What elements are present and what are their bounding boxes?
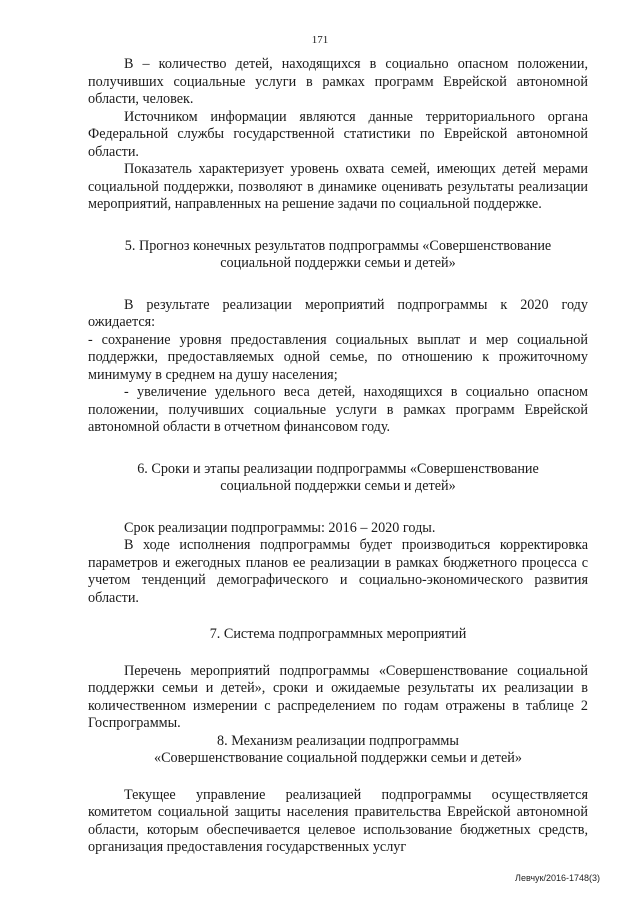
section-7-heading: 7. Система подпрограммных мероприятий [209, 626, 467, 642]
section-5-intro: В результате реализации мероприятий подпрограммы к 2020 году ожидается: [88, 296, 588, 330]
section-7-body: Перечень мероприятий подпрограммы «Совершенствование социальной поддержки семьи и детей», сроки и ожидаемые результаты их реализации в количественном измерении с распределением по годам отражены в таблице 2 Госпрограммы. [88, 662, 588, 731]
section-5-item-2: - увеличение удельного веса детей, находящихся в социально опасном положении, получивших социальные услуги в рамках программ Еврейской автономной области в отчетном финансовом году. [88, 384, 588, 435]
paragraph-information-source: Источником информации являются данные территориального органа Федеральной службы государственной статистики по Еврейской автономной области. [88, 108, 588, 160]
section-5-heading-line1: 5. Прогноз конечных результатов подпрограммы «Совершенствование [124, 237, 552, 254]
section-6-heading-line1: 6. Сроки и этапы реализации подпрограммы «Совершенствование [137, 460, 539, 477]
section-8-heading-line1: 8. Механизм реализации подпрограммы [217, 732, 459, 749]
document-body [88, 56, 588, 857]
section-6-body: В ходе исполнения подпрограммы будет производиться корректировка параметров и ежегодных планов ее реализации в рамках бюджетного процесса с учетом тенденций демографического и социально-экономического развития области. [88, 537, 588, 606]
section-6-heading-line2: социальной поддержки семьи и детей» [220, 478, 456, 494]
page-number: 171 [311, 34, 329, 46]
section-8-heading-line2: «Совершенствование социальной поддержки семьи и детей» [153, 750, 522, 766]
section-5-item-1: - сохранение уровня предоставления социальных выплат и мер социальной поддержки, предоставляемых одной семье, по отношению к прожиточному минимуму в среднем на душу населения; [88, 331, 588, 383]
section-5-heading-line2: социальной поддержки семьи и детей» [220, 255, 456, 271]
paragraph-indicator-definition: В – количество детей, находящихся в социально опасном положении, получивших социальные услуги в рамках программ Еврейской автономной области, человек. [88, 56, 588, 107]
section-8-body: Текущее управление реализацией подпрограммы осуществляется комитетом социальной защиты населения правительства Еврейской автономной области, которым обеспечивается целевое использование бюджетных средств, организация предоставления государственных услуг [88, 786, 588, 855]
section-6-term: Срок реализации подпрограммы: 2016 – 2020 годы. [124, 519, 436, 536]
paragraph-indicator-description: Показатель характеризует уровень охвата семей, имеющих детей мерами социальной поддержки, позволяют в динамике оценивать результаты реализации мероприятий, направленных на решение задачи по социальной поддержке. [88, 161, 588, 212]
document-footer-code: Левчук/2016-1748(3) [515, 873, 600, 883]
